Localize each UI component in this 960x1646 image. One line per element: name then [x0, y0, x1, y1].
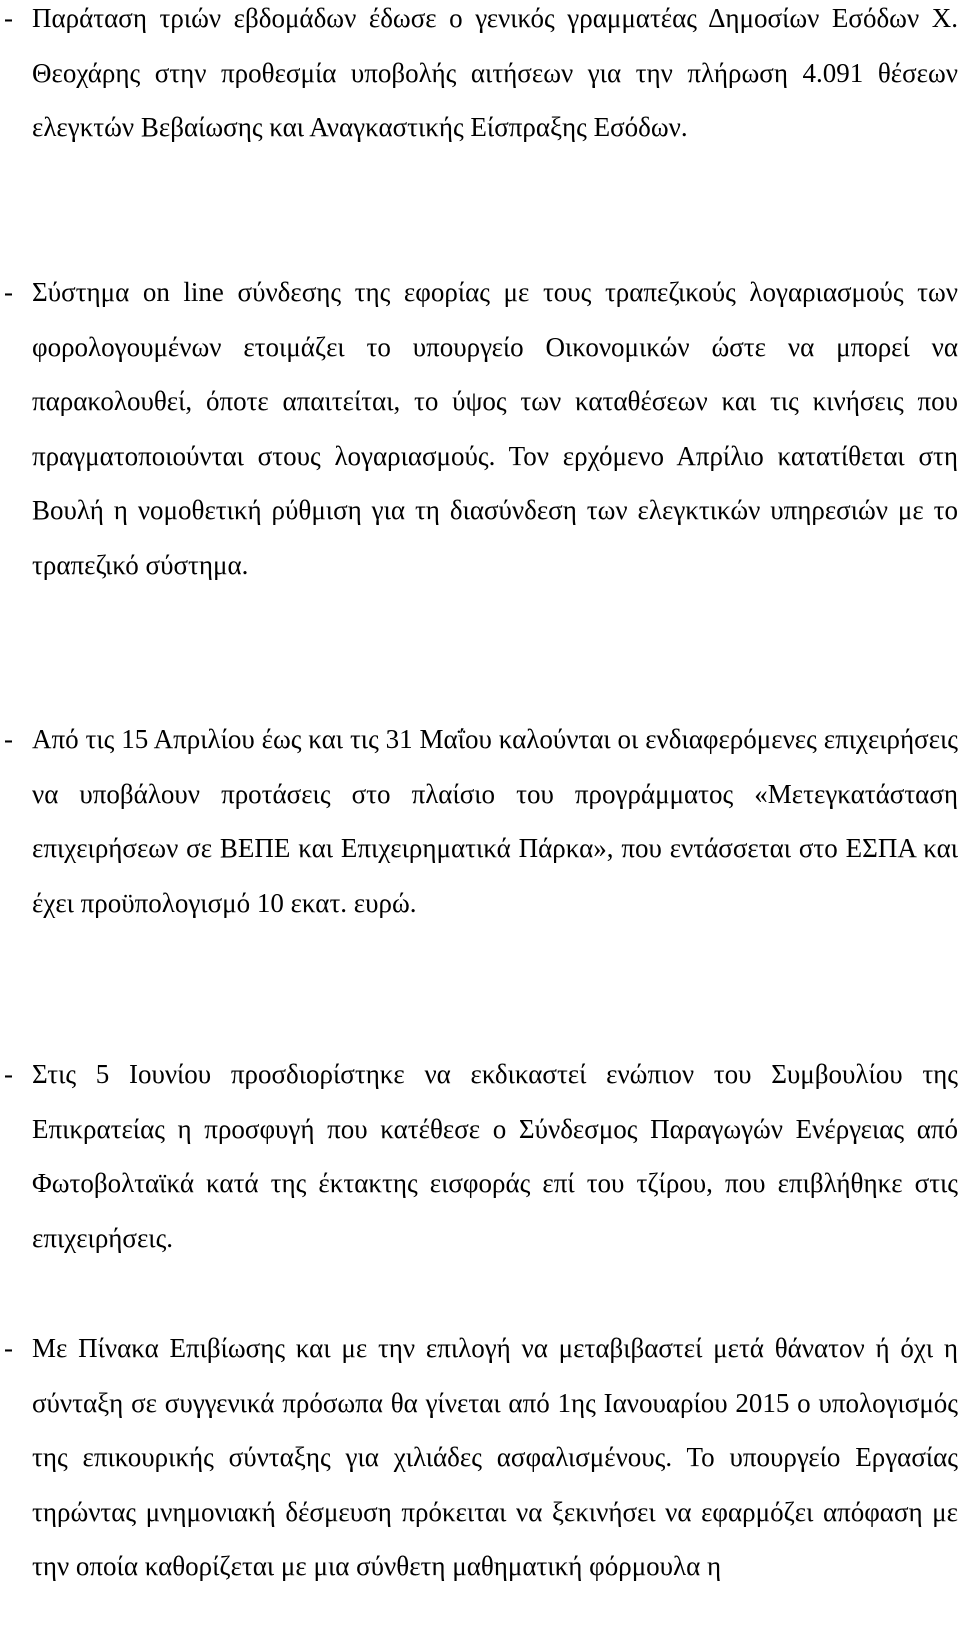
- news-item-text: Στις 5 Ιουνίου προσδιορίστηκε να εκδικαστεί ενώπιον του Συμβουλίου της Επικρατείας η προσφυγή που κατέθεσε ο Σύνδεσμος Παραγωγών Ενέργειας από Φωτοβολταϊκά κατά της έκτακτης εισφοράς επί του τζίρου, που επιβλήθηκε στις επιχειρήσεις.: [32, 1059, 958, 1253]
- news-item: [0, 265, 958, 593]
- bullet-dash: -: [4, 277, 13, 307]
- news-item: [0, 0, 958, 155]
- news-item-text: Από τις 15 Απριλίου έως και τις 31 Μαΐου καλούνται οι ενδιαφερόμενες επιχειρήσεις να υποβάλουν προτάσεις στο πλαίσιο του προγράμματος «Μετεγκατάσταση επιχειρήσεων σε ΒΕΠΕ και Επιχειρηματικά Πάρκα», που εντάσσεται στο ΕΣΠΑ και έχει προϋπολογισμό 10 εκατ. ευρώ.: [32, 724, 958, 918]
- news-item-text: Σύστημα on line σύνδεσης της εφορίας με τους τραπεζικούς λογαριασμούς των φορολογουμένων ετοιμάζει το υπουργείο Οικονομικών ώστε να μπορεί να παρακολουθεί, όποτε απαιτείται, το ύψος των καταθέσεων και τις κινήσεις που πραγματοποιούνται στους λογαριασμούς. Τον ερχόμενο Απρίλιο κατατίθεται στη Βουλή η νομοθετική ρύθμιση για τη διασύνδεση των ελεγκτικών υπηρεσιών με το τραπεζικό σύστημα.: [32, 277, 958, 580]
- bullet-dash: -: [4, 1059, 13, 1089]
- bullet-dash: -: [4, 1333, 13, 1363]
- news-item-text: Με Πίνακα Επιβίωσης και με την επιλογή να μεταβιβαστεί μετά θάνατον ή όχι η σύνταξη σε συγγενικά πρόσωπα θα γίνεται από 1ης Ιανουαρίου 2015 ο υπολογισμός της επικουρικής σύνταξης για χιλιάδες ασφαλισμένους. Το υπουργείο Εργασίας τηρώντας μνημονιακή δέσμευση πρόκειται να ξεκινήσει να εφαρμόζει απόφαση με την οποία καθορίζεται με μια σύνθετη μαθηματική φόρμουλα η: [32, 1333, 958, 1582]
- news-item: [0, 712, 958, 930]
- bullet-dash: -: [4, 724, 13, 754]
- news-item-text: Παράταση τριών εβδομάδων έδωσε ο γενικός γραμματέας Δημοσίων Εσόδων Χ. Θεοχάρης στην προθεσμία υποβολής αιτήσεων για την πλήρωση 4.091 θέσεων ελεγκτών Βεβαίωσης και Αναγκαστικής Είσπραξης Εσόδων.: [32, 3, 958, 143]
- news-item: [0, 1047, 958, 1265]
- bullet-dash: -: [4, 3, 13, 33]
- news-item: [0, 1321, 958, 1594]
